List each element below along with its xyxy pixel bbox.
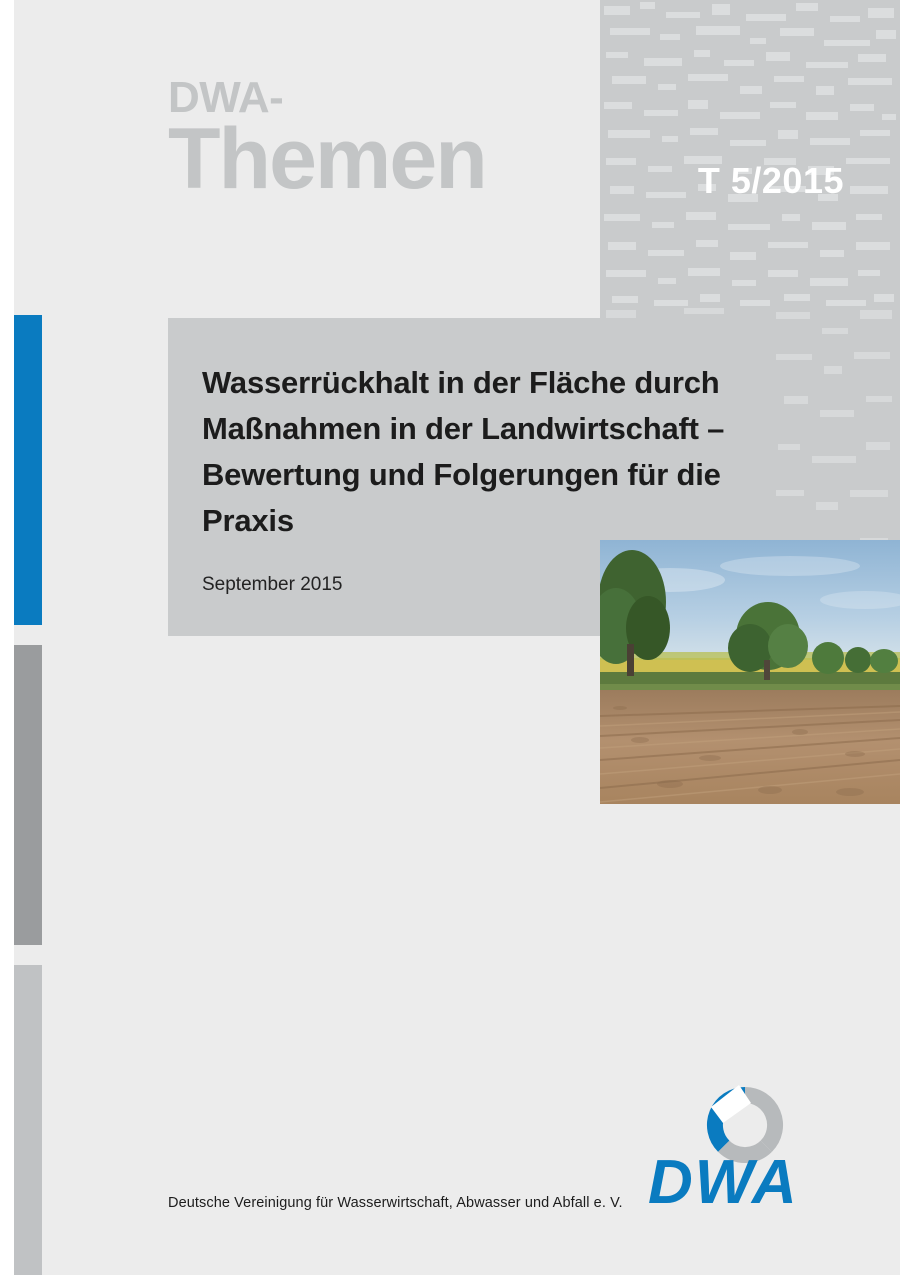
publication-date: September 2015	[202, 573, 343, 595]
publisher-line: Deutsche Vereinigung für Wasserwirtschaft, Abwasser und Abfall e. V.	[168, 1195, 623, 1211]
cover-photo	[600, 540, 900, 804]
page-title: Wasserrückhalt in der Fläche durch Maßnahmen in der Landwirtschaft – Bewertung und Folgerungen für die Praxis	[202, 365, 725, 538]
left-margin-strip	[0, 0, 14, 1275]
accent-bar-grey	[14, 645, 42, 945]
texture-speckle-top	[600, 0, 900, 310]
series-name-main: Themen	[168, 111, 486, 208]
svg-text:DWA: DWA	[648, 1148, 799, 1210]
series-name-prefix: DWA-	[168, 73, 284, 122]
accent-bar-blue	[14, 315, 42, 625]
series-masthead	[168, 73, 486, 208]
accent-bar-light-grey	[14, 965, 42, 1275]
issue-number: T 5/2015	[697, 160, 844, 201]
dwa-logo	[640, 1085, 870, 1210]
